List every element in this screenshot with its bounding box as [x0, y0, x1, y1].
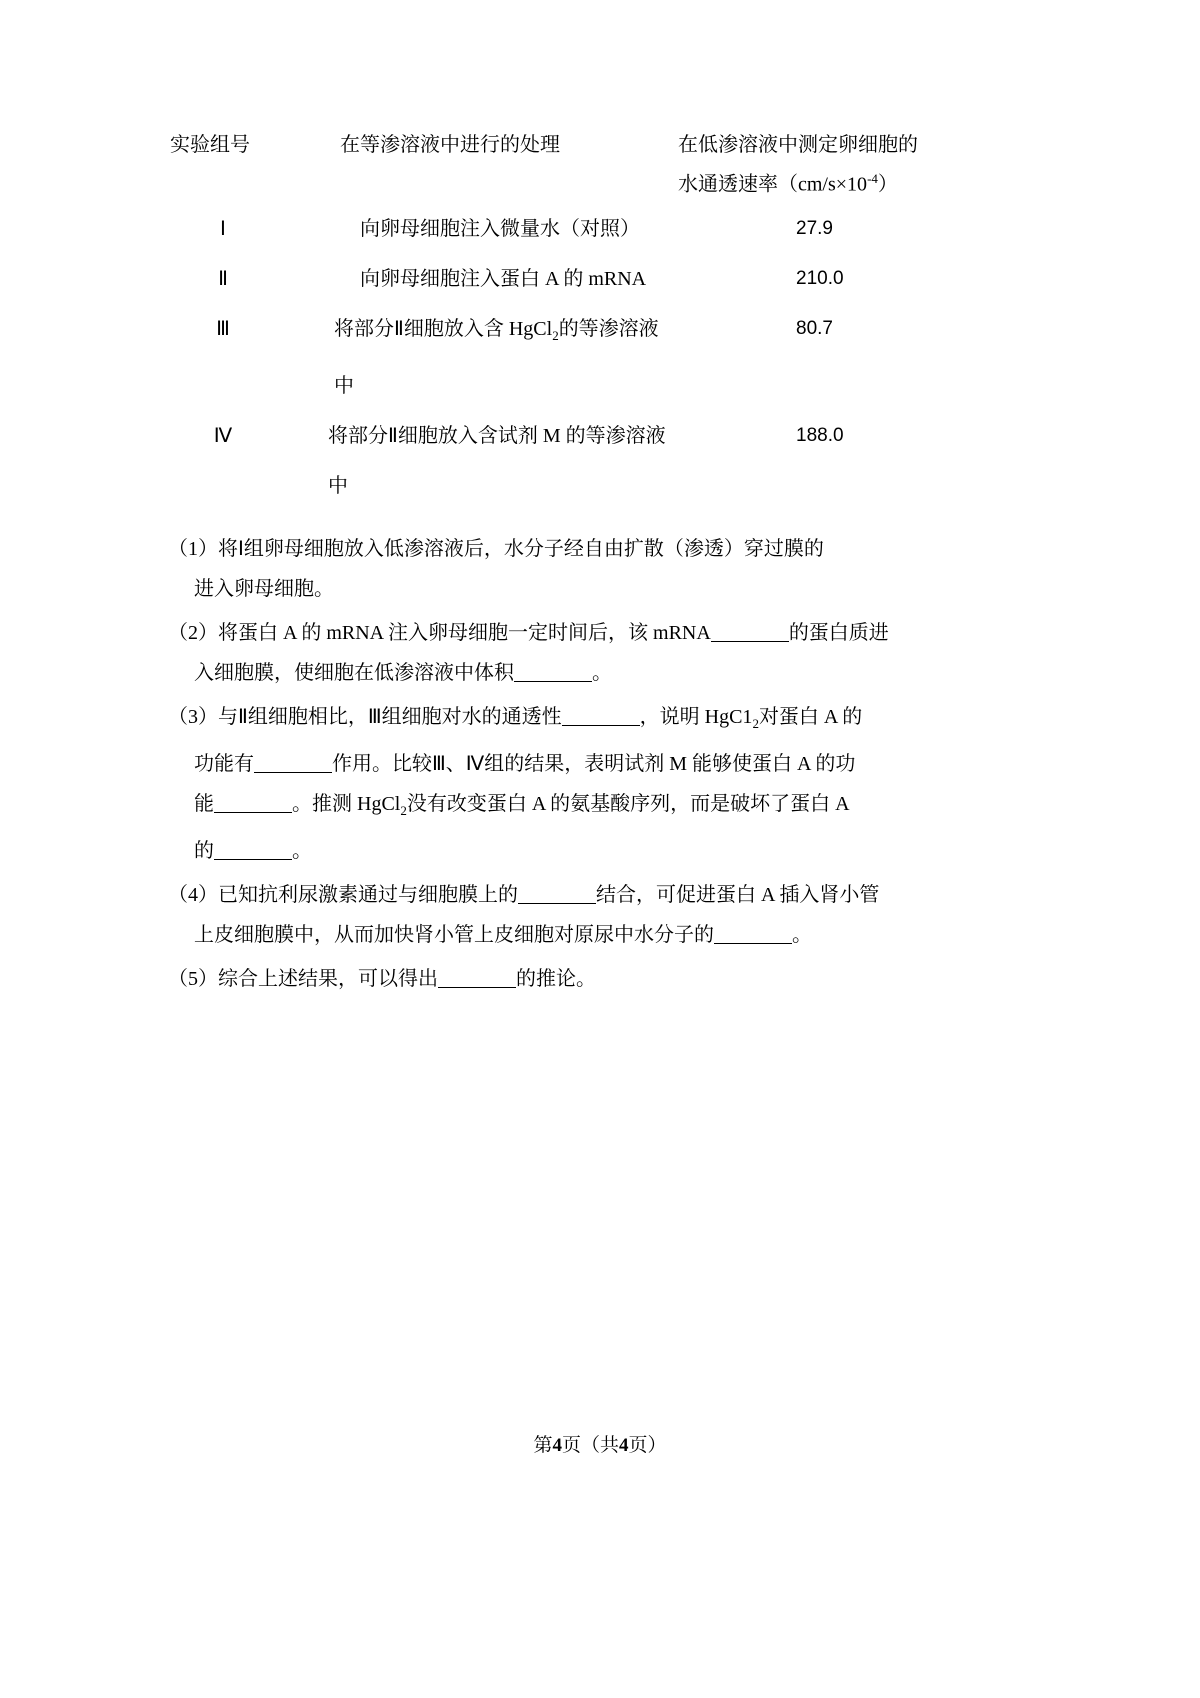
footer-mid: 页（共: [561, 1435, 619, 1456]
row-treatment-part: 向卵母细胞注入蛋白 A 的 mRNA: [360, 267, 647, 290]
header-rate-line1: 在低渗溶液中测定卵细胞的: [678, 134, 918, 156]
question-3-line-1: [168, 697, 968, 744]
answer-blank[interactable]: [438, 967, 516, 988]
header-cell-rate: [678, 128, 968, 204]
experiment-table: [168, 128, 968, 511]
question-4-text-d: 。: [792, 923, 812, 946]
row-treatment-text: [318, 254, 678, 304]
question-3-subscript: 2: [752, 715, 759, 731]
question-4-text-a: （4）已知抗利尿激素通过与细胞膜上的: [168, 883, 518, 906]
answer-blank[interactable]: [214, 792, 292, 813]
question-3-text-h: 没有改变蛋白 A 的氨基酸序列，而是破坏了蛋白 A: [406, 792, 850, 815]
page-footer: [0, 1430, 1200, 1457]
header-cell-treatment: [318, 128, 678, 204]
header-rate-line2: [678, 162, 968, 202]
answer-blank[interactable]: [214, 839, 292, 860]
answer-blank[interactable]: [562, 705, 640, 726]
question-2-line-1: [168, 613, 968, 653]
answer-blank[interactable]: [518, 883, 596, 904]
answer-blank[interactable]: [711, 621, 789, 642]
row-treatment-subscript: 2: [552, 327, 559, 343]
header-treatment-label: 在等渗溶液中进行的处理: [340, 134, 560, 156]
question-3-subscript-2: 2: [400, 802, 407, 818]
table-header-row: [168, 128, 968, 204]
question-5: [168, 959, 968, 999]
question-4-text-c: 上皮细胞膜中，从而加快肾小管上皮细胞对原尿中水分子的: [194, 923, 714, 946]
row-group-label: Ⅲ: [216, 317, 230, 340]
question-2-text-a: （2）将蛋白 A 的 mRNA 注入卵母细胞一定时间后，该 mRNA: [168, 621, 711, 644]
question-3-text-j: 。: [292, 839, 312, 862]
header-group-label: 实验组号: [170, 134, 250, 156]
footer-pre: 第: [533, 1435, 553, 1456]
question-3-line-2: [168, 744, 968, 784]
question-5-line-1: [168, 959, 968, 999]
question-3-text-a: （3）与Ⅱ组细胞相比，Ⅲ组细胞对水的通透性: [168, 705, 562, 728]
footer-post: 页）: [628, 1435, 667, 1456]
question-3-text-b: ，说明 HgC1: [639, 705, 753, 728]
table-row: [168, 204, 968, 254]
question-3-text-e: 作用。比较Ⅲ、Ⅳ组的结果，表明试剂 M 能够使蛋白 A 的功: [332, 752, 856, 775]
answer-blank[interactable]: [254, 752, 332, 773]
row-treatment-text: 将部分Ⅱ细胞放入含试剂 M 的等渗溶液中: [328, 424, 666, 497]
table-row: [168, 254, 968, 304]
question-2: [168, 613, 968, 693]
row-group-label: Ⅳ: [213, 424, 233, 447]
question-2-line-2: [168, 653, 968, 693]
question-4-text-b: 结合，可促进蛋白 A 插入肾小管: [596, 883, 880, 906]
question-1-line-1: （1）将Ⅰ组卵母细胞放入低渗溶液后，水分子经自由扩散（渗透）穿过膜的: [168, 537, 824, 560]
row-rate-value: 188.0: [796, 424, 844, 446]
answer-blank[interactable]: [714, 923, 792, 944]
question-3-text-d: 功能有: [194, 752, 254, 775]
footer-page-number: 4: [552, 1435, 562, 1456]
table-row: [168, 411, 968, 511]
question-4: [168, 875, 968, 955]
row-group-label: Ⅰ: [220, 217, 226, 240]
question-3-text-f: 能: [194, 792, 214, 815]
footer-total-pages: 4: [619, 1435, 629, 1456]
row-rate-value: 210.0: [796, 267, 844, 289]
row-treatment-text: 向卵母细胞注入微量水（对照）: [360, 217, 640, 240]
question-3-text-g: 。推测 HgCl: [292, 792, 401, 815]
question-4-line-2: [168, 915, 968, 955]
row-rate-value: 27.9: [796, 217, 833, 239]
question-5-text-b: 的推论。: [516, 967, 596, 990]
row-treatment-part-end: 的等渗溶液中: [334, 317, 659, 397]
question-5-text-a: （5）综合上述结果，可以得出: [168, 967, 438, 990]
question-2-text-d: 。: [592, 661, 612, 684]
question-1-line-2: 进入卵母细胞。: [194, 577, 334, 600]
question-3-text-i: 的: [194, 839, 214, 862]
question-3-line-3: [168, 784, 968, 831]
question-2-text-b: 的蛋白质进: [788, 621, 889, 644]
answer-blank[interactable]: [514, 661, 592, 682]
question-list: [168, 529, 968, 999]
question-3-text-c: 对蛋白 A 的: [758, 705, 863, 728]
header-rate-exponent: -4: [867, 171, 878, 186]
page-content: [168, 128, 968, 1003]
header-rate-unit-post: ）: [877, 173, 898, 196]
header-rate-unit-pre: 水通透速率（cm/s×10: [678, 173, 868, 196]
question-4-line-1: [168, 875, 968, 915]
row-treatment-text: [318, 304, 678, 411]
table-row: [168, 304, 968, 411]
row-rate-value: 80.7: [796, 317, 833, 339]
question-3-line-4: [168, 831, 968, 871]
question-1: [168, 529, 968, 609]
question-2-text-c: 入细胞膜，使细胞在低渗溶液中体积: [194, 661, 514, 684]
row-group-label: Ⅱ: [218, 267, 228, 290]
question-3: [168, 697, 968, 871]
row-treatment-part: 将部分Ⅱ细胞放入含 HgCl: [334, 317, 553, 340]
header-cell-group: [168, 128, 318, 204]
